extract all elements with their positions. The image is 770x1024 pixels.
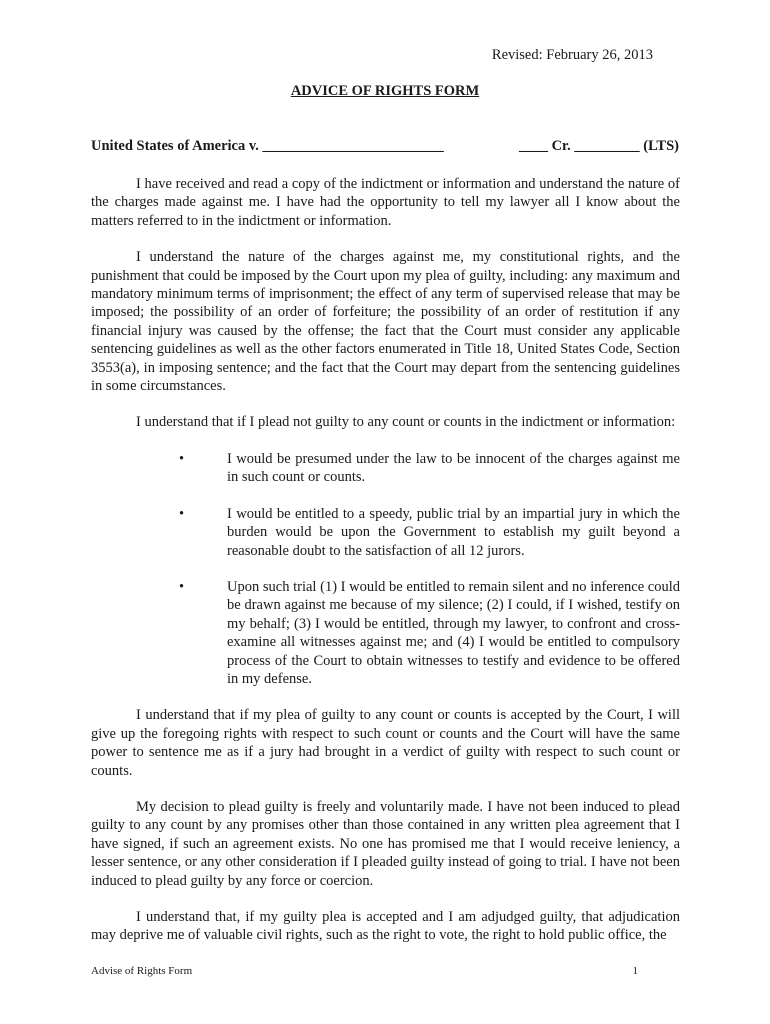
list-item-text: I would be presumed under the law to be innocent of the charges against me in such count or counts. xyxy=(227,450,680,486)
paragraph-receipt: I have received and read a copy of the indictment or information and understand the nature of the charges made against me. I have had the opportunity to tell my lawyer all I know about the matters referred to in the indictment or information. xyxy=(91,176,680,229)
bullet-icon: • xyxy=(179,450,185,467)
document-body xyxy=(91,175,680,963)
list-item xyxy=(91,578,680,688)
paragraph-understanding: I understand the nature of the charges against me, my constitutional rights, and the punishment that could be imposed by the Court upon my plea of guilty, including: any maximum and mandatory minimum terms of imprisonment; the effect of any term of supervised release that may be imposed; the possibility of an order of forfeiture; the possibility of an order of restitution if any financial injury was caused by the offense; the fact that the Court must consider any applicable sentencing guidelines as well as the other factors enumerated in Title 18, United States Code, Section 3553(a), in imposing sentence; and the fact that the Court may depart from the sentencing guidelines in some circumstances. xyxy=(91,249,680,395)
paragraph-civil-rights: I understand that, if my guilty plea is accepted and I am adjudged guilty, that adjudication may deprive me of valuable civil rights, such as the right to vote, the right to hold public office, the xyxy=(91,909,680,944)
list-item xyxy=(91,450,680,487)
paragraph-not-guilty-intro: I understand that if I plead not guilty to any count or counts in the indictment or information: xyxy=(136,414,676,431)
document-title-text: ADVICE OF RIGHTS FORM xyxy=(290,83,480,99)
revised-date: Revised: February 26, 2013 xyxy=(491,47,653,63)
bullet-icon: • xyxy=(179,578,185,595)
paragraph-voluntary: My decision to plead guilty is freely and voluntarily made. I have not been induced to plead guilty to any count by any promises other than those contained in any written plea agreement that I have signed, if such an agreement exists. No one has promised me that I would receive leniency, a lesser sentence, or any other consideration if I pleaded guilty instead of going to trial. I have not been induced to plead guilty by any force or coercion. xyxy=(91,798,680,889)
footer-page-number: 1 xyxy=(632,965,638,977)
list-item-text: I would be entitled to a speedy, public trial by an impartial jury in which the burden would be upon the Government to establish my guilt beyond a reasonable doubt to the satisfaction of all 12 jurors. xyxy=(227,505,680,559)
list-item-text: Upon such trial (1) I would be entitled to remain silent and no inference could be drawn against me because of my silence; (2) I could, if I wished, testify on my behalf; (3) I would be entitled, through my lawyer, to confront and cross-examine all witnesses against me; and (4) I would be entitled to compulsory process of the Court to obtain witnesses to testify and evidence to be offered in my defense. xyxy=(227,578,680,687)
footer-form-name: Advise of Rights Form xyxy=(91,965,193,977)
case-caption xyxy=(91,138,679,155)
paragraph-waiver: I understand that if my plea of guilty to any count or counts is accepted by the Court, I will give up the foregoing rights with respect to such count or counts and the Court will have the same power to sentence me as if a jury had brought in a verdict of guilty with respect to such count or counts. xyxy=(91,707,680,779)
bullet-icon: • xyxy=(179,505,185,522)
list-item xyxy=(91,505,680,560)
case-caption-number: ____ Cr. _________ (LTS) xyxy=(518,138,679,154)
rights-list xyxy=(91,450,680,688)
document-title xyxy=(0,83,770,100)
case-caption-party: United States of America v. _________________________ xyxy=(91,138,444,154)
